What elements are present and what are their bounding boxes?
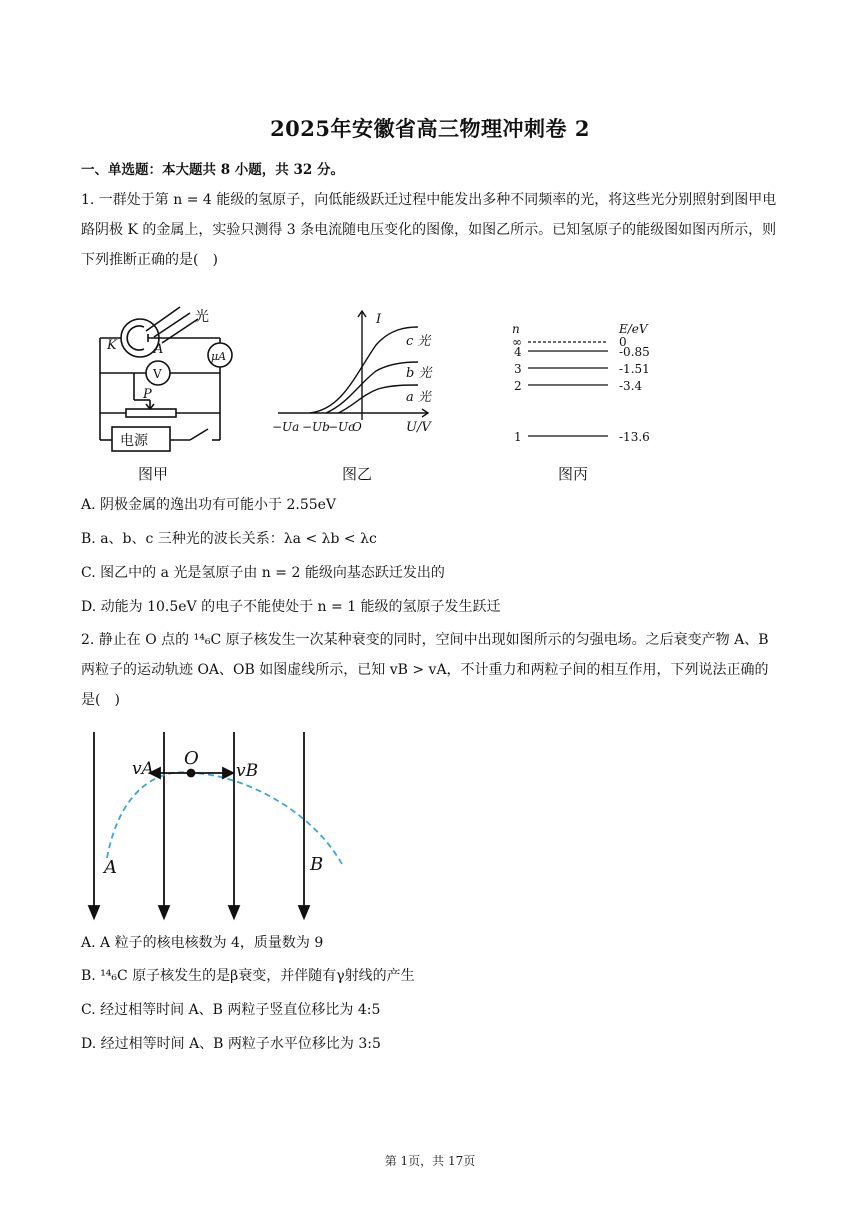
page-title: 2025年安徽省高三物理冲刺卷 2 <box>270 116 590 141</box>
fig3-level-e: -0.85 <box>619 345 650 359</box>
q1-option-c: C. 图乙中的 a 光是氢原子由 n = 2 能级向基态跃迁发出的 <box>81 565 445 581</box>
fig1-k-label: K <box>107 338 117 353</box>
point-o-label: O <box>184 748 199 769</box>
fig2-tick-ua: −Ua <box>272 420 300 434</box>
fig3-level-e: 0 <box>619 335 627 349</box>
va-label: vA <box>132 759 154 779</box>
fig1-microammeter-label: μA <box>211 350 227 363</box>
q2-figure <box>80 728 370 923</box>
fig3-caption: 图丙 <box>558 465 589 483</box>
q2-stem: 2. 静止在 O 点的 ¹⁴₆C 原子核发生一次某种衰变的同时，空间中出现如图所示的匀强电场。之后衰变产物 A、B 两粒子的运动轨迹 OA、OB 如图虚线所示，已知 vB > vA，不计重力和两粒子间的相互作用，下列说法正确的是( ) <box>81 632 769 708</box>
fig3-level-n: 2 <box>514 379 522 393</box>
q2-option-a: A. A 粒子的核电核数为 4，质量数为 9 <box>81 935 324 951</box>
fig3-level-e: -13.6 <box>619 430 650 444</box>
trajectory <box>107 772 342 864</box>
field-lines <box>89 732 309 918</box>
fig3-levels <box>528 342 608 436</box>
fig2-curve-a-label: a 光 <box>406 390 431 405</box>
fig3-level-n: 4 <box>514 345 522 359</box>
q1-option-b: B. a、b、c 三种光的波长关系：λa < λb < λc <box>81 531 377 547</box>
fig1-circuit <box>100 307 232 451</box>
section-heading: 一、单选题：本大题共 8 小题，共 32 分。 <box>81 162 344 178</box>
q1-stem: 1. 一群处于第 n = 4 能级的氢原子，向低能级跃迁过程中能发出多种不同频率的光，将这些光分别照射到图甲电路阴极 K 的金属上，实验只测得 3 条电流随电压变化的图像，如图乙所示。已知氢原子的能级图如图丙所示，则下列推断正确的是( ) <box>81 192 777 268</box>
fig1-p-label: P <box>143 387 152 402</box>
fig2-ylabel: I <box>376 312 382 327</box>
fig2-tick-ub: −Ub <box>302 420 330 434</box>
curve-c <box>310 327 418 413</box>
fig2-curve-b-label: b 光 <box>406 366 432 381</box>
q1-option-d: D. 动能为 10.5eV 的电子不能使处于 n = 1 能级的氢原子发生跃迁 <box>81 599 501 615</box>
fig2-curve-c-label: c 光 <box>406 334 431 349</box>
curve-b <box>326 362 418 413</box>
q2-option-b: B. ¹⁴₆C 原子核发生的是β衰变，并伴随有γ射线的产生 <box>81 968 415 984</box>
fig2-tick-origin: O <box>352 420 362 434</box>
fig3-level-e: -1.51 <box>619 362 650 376</box>
fig1-source-label: 电源 <box>120 433 148 449</box>
fig2-xlabel: U/V <box>406 420 431 435</box>
fig1-voltmeter-label: V <box>153 367 162 381</box>
fig2-caption: 图乙 <box>342 465 373 483</box>
q1-option-a: A. 阴极金属的逸出功有可能小于 2.55eV <box>81 497 337 513</box>
q2-option-c: C. 经过相等时间 A、B 两粒子竖直位移比为 4:5 <box>81 1002 381 1018</box>
fig1-caption: 图甲 <box>138 465 169 483</box>
page-footer: 第 1页，共 17页 <box>384 1154 476 1168</box>
fig1-light-label: 光 <box>195 309 209 325</box>
q2-option-d: D. 经过相等时间 A、B 两粒子水平位移比为 3:5 <box>81 1036 381 1052</box>
fig3-e-head: E/eV <box>619 322 648 336</box>
fig3-level-e: -3.4 <box>619 379 643 393</box>
fig3-level-n: 3 <box>514 362 522 376</box>
point-a-label: A <box>104 857 117 878</box>
fig1-a-label: A <box>154 342 164 357</box>
vb-label: vB <box>236 761 259 781</box>
q1-figures <box>80 305 740 490</box>
fig3-level-n: 1 <box>514 430 522 444</box>
point-b-label: B <box>310 854 324 875</box>
fig2-tick-uc: −Uc <box>328 420 355 434</box>
fig3-n-head: n <box>512 322 520 336</box>
fig3-level-n: ∞ <box>512 335 522 349</box>
